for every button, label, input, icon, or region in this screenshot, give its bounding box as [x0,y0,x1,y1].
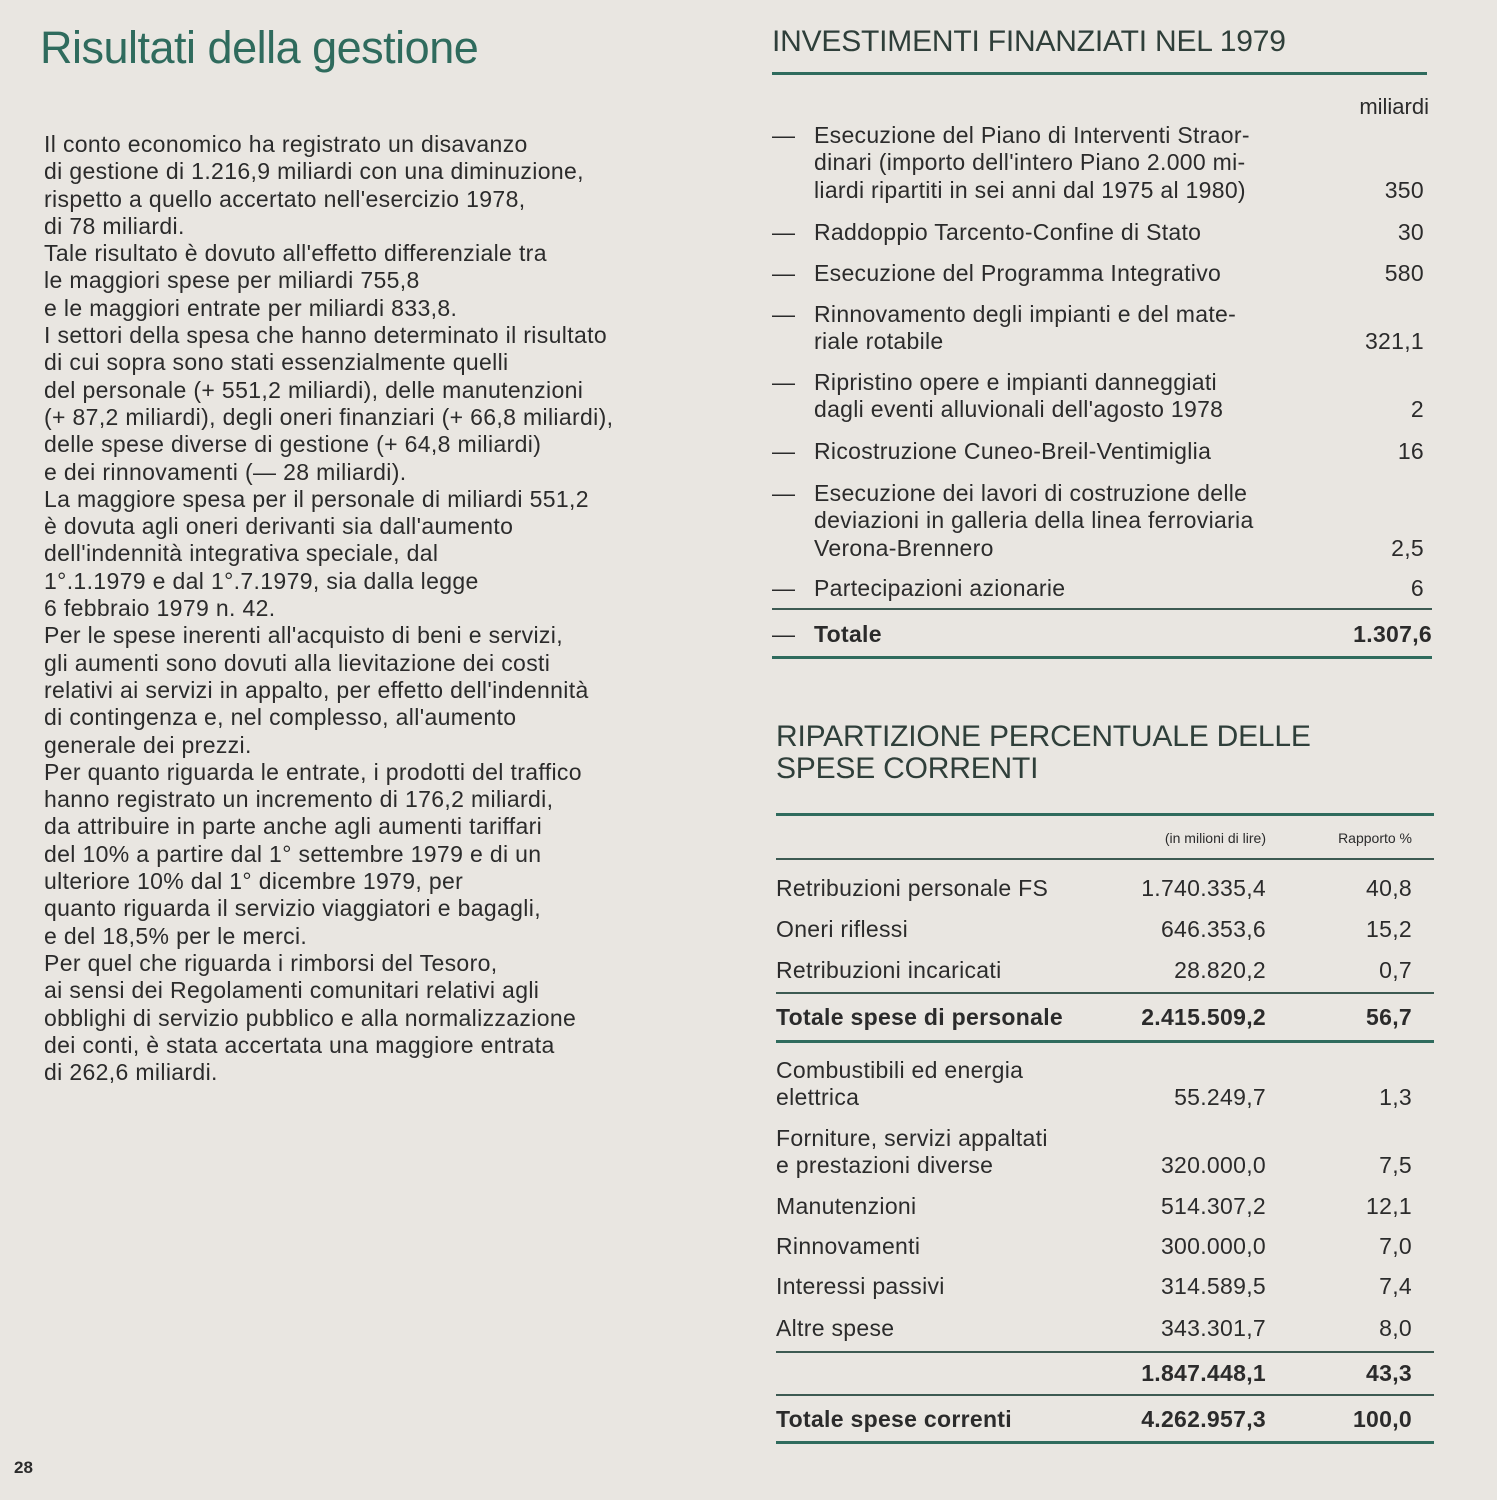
row-amount: 314.589,5 [1160,1273,1266,1299]
row-amount: 514.307,2 [1160,1193,1266,1219]
body-line: le maggiori spese per miliardi 755,8 [44,267,420,294]
body-line: di 262,6 miliardi. [44,1059,218,1086]
body-line: 6 febbraio 1979 n. 42. [44,595,276,622]
investment-label [814,480,1334,562]
body-line: del personale (+ 551,2 miliardi), delle manutenzioni [44,376,584,403]
body-line: Il conto economico ha registrato un disavanzo [44,131,528,157]
row-amount: 2.415.509,2 [1141,1004,1266,1030]
row-label-line: Retribuzioni personale FS [776,875,1049,901]
investment-value: 6 [1410,575,1424,601]
body-line: Tale risultato è dovuto all'effetto differenziale tra [44,240,547,267]
body-line: quanto riguarda il servizio viaggiatori e bagagli, [44,895,541,922]
row-ratio: 15,2 [1366,916,1412,942]
page-title: Risultati della gestione [40,22,479,73]
divider [776,858,1434,860]
row-amount: 1.847.448,1 [1141,1360,1266,1386]
body-line: di contingenza e, nel complesso, all'aumento [44,704,517,731]
row-amount: 320.000,0 [1160,1152,1266,1179]
body-line: Per quanto riguarda le entrate, i prodotti del traffico [44,758,582,785]
body-line: Per le spese inerenti all'acquisto di beni e servizi, [44,622,563,649]
row-ratio: 8,0 [1379,1315,1412,1341]
row-amount: 300.000,0 [1160,1233,1266,1259]
row-amount: 55.249,7 [1174,1084,1266,1111]
investments-title: INVESTIMENTI FINANZIATI NEL 1979 [772,25,1286,58]
row-ratio: 12,1 [1366,1193,1412,1219]
row-amount: 646.353,6 [1160,916,1266,942]
investment-value: 16 [1397,438,1424,464]
row-ratio: 7,4 [1379,1273,1412,1299]
row-label: Totale spese correnti [776,1406,1012,1432]
breakdown-title [776,721,1416,785]
body-line: hanno registrato un incremento di 176,2 miliardi, [44,786,554,813]
col-header-amount: (in milioni di lire) [1164,830,1266,846]
row-ratio: 43,3 [1366,1360,1412,1386]
row-label-line: Altre spese [776,1315,895,1341]
investment-label-line: dagli eventi alluvionali dell'agosto 1978 [814,396,1224,423]
investment-label-line: Partecipazioni azionarie [814,575,1066,601]
divider [776,1351,1434,1353]
investment-label [814,260,1334,287]
row-label: Totale spese di personale [776,1004,1064,1030]
investment-label [814,219,1334,246]
divider [772,656,1432,659]
body-line: ulteriore 10% dal 1° dicembre 1979, per [44,868,464,895]
body-line: e del 18,5% per le merci. [44,922,308,949]
body-text [44,131,724,1086]
investment-label-line: Ripristino opere e impianti danneggiati [814,369,1217,395]
row-ratio: 1,3 [1379,1084,1412,1111]
investment-label [814,369,1334,424]
investment-label-line: Esecuzione del Programma Integrativo [814,260,1222,286]
investment-label-line: liardi ripartiti in sei anni dal 1975 al 1980) [814,176,1246,203]
body-line: I settori della spesa che hanno determinato il risultato [44,322,607,349]
dash: — [772,621,796,647]
dash: — [772,301,796,327]
row-ratio: 56,7 [1366,1004,1412,1030]
investment-label [814,301,1334,356]
divider [776,1394,1434,1396]
row-amount: 1.740.335,4 [1141,875,1266,901]
investment-label-line: Rinnovamento degli impianti e del mate- [814,301,1237,327]
body-line: generale dei prezzi. [44,731,252,758]
divider [772,608,1432,610]
body-line: rispetto a quello accertato nell'esercizio 1978, [44,185,526,212]
investment-value: 2 [1410,396,1424,423]
body-line: relativi ai servizi in appalto, per effetto dell'indennità [44,676,589,703]
dash: — [772,122,796,148]
investment-label-line: dinari (importo dell'intero Piano 2.000 mi- [814,149,1246,176]
body-line: e le maggiori entrate per miliardi 833,8. [44,294,458,321]
investment-label-line: Ricostruzione Cuneo-Breil-Ventimiglia [814,438,1212,464]
divider [776,1040,1434,1043]
body-line: di 78 miliardi. [44,212,185,239]
row-label-line: Interessi passivi [776,1273,945,1299]
body-line: dell'indennità integrativa speciale, dal [44,540,439,567]
col-header-ratio: Rapporto % [1338,830,1412,846]
row-amount: 4.262.957,3 [1141,1406,1266,1432]
investment-label [814,575,1334,602]
row-ratio: 7,0 [1379,1233,1412,1259]
dash: — [772,438,796,464]
row-label-line: Forniture, servizi appaltati [776,1125,1048,1151]
investment-label-line: Esecuzione del Piano di Interventi Straor- [814,122,1250,148]
breakdown-title-line: RIPARTIZIONE PERCENTUALE DELLE [776,720,1311,753]
row-amount: 343.301,7 [1160,1315,1266,1341]
row-label-line: Manutenzioni [776,1193,917,1219]
row-amount: 28.820,2 [1174,957,1266,983]
row-label-line: Retribuzioni incaricati [776,957,1002,983]
dash: — [772,219,796,245]
investment-value: 350 [1384,176,1424,203]
investment-label [814,122,1334,204]
body-line: (+ 87,2 miliardi), degli oneri finanziari (+ 66,8 miliardi), [44,403,614,430]
investment-value: 30 [1397,219,1424,245]
breakdown-title-line: SPESE CORRENTI [776,752,1039,785]
investments-total-value: 1.307,6 [1353,621,1432,647]
body-line: del 10% a partire dal 1° settembre 1979 e di un [44,840,542,867]
investments-unit: miliardi [1359,94,1429,119]
body-line: La maggiore spesa per il personale di miliardi 551,2 [44,485,589,512]
body-line: da attribuire in parte anche agli aumenti tariffari [44,813,543,840]
row-label-line: Oneri riflessi [776,916,909,942]
investment-label-line: Esecuzione dei lavori di costruzione delle [814,480,1248,506]
dash: — [772,575,796,601]
row-label-line: elettrica [776,1084,860,1111]
row-ratio: 0,7 [1379,957,1412,983]
body-line: 1°.1.1979 e dal 1°.7.1979, sia dalla legge [44,567,479,594]
body-line: Per quel che riguarda i rimborsi del Tesoro, [44,949,498,976]
investment-label [814,438,1334,465]
row-label-line: Rinnovamenti [776,1233,921,1259]
divider [776,1441,1434,1444]
divider [776,813,1434,816]
body-line: gli aumenti sono dovuti alla lievitazione dei costi [44,649,551,676]
body-line: obblighi di servizio pubblico e alla normalizzazione [44,1004,577,1031]
divider [772,72,1427,75]
body-line: è dovuta agli oneri derivanti sia dall'aumento [44,513,514,540]
investments-total-label: Totale [814,621,882,647]
divider [776,992,1434,994]
row-ratio: 7,5 [1379,1152,1412,1179]
body-line: dei conti, è stata accertata una maggiore entrata [44,1031,555,1058]
investment-label-line: Raddoppio Tarcento-Confine di Stato [814,219,1202,245]
investment-value: 321,1 [1364,328,1424,355]
body-line: delle spese diverse di gestione (+ 64,8 miliardi) [44,431,542,458]
body-line: di cui sopra sono stati essenzialmente quelli [44,349,509,376]
row-label-line: Combustibili ed energia [776,1057,1024,1083]
row-ratio: 100,0 [1352,1406,1412,1432]
body-line: di gestione di 1.216,9 miliardi con una diminuzione, [44,158,584,185]
dash: — [772,260,796,286]
investment-value: 2,5 [1391,534,1424,561]
page-number: 28 [14,1458,33,1477]
investment-label-line: Verona-Brennero [814,534,994,561]
row-ratio: 40,8 [1366,875,1412,901]
body-line: ai sensi dei Regolamenti comunitari relativi agli [44,977,540,1004]
investment-value: 580 [1384,260,1424,286]
dash: — [772,369,796,395]
investment-label-line: riale rotabile [814,328,944,355]
row-label-line: e prestazioni diverse [776,1152,994,1179]
investment-label-line: deviazioni in galleria della linea ferroviaria [814,507,1254,534]
dash: — [772,480,796,506]
body-line: e dei rinnovamenti (— 28 miliardi). [44,458,407,485]
